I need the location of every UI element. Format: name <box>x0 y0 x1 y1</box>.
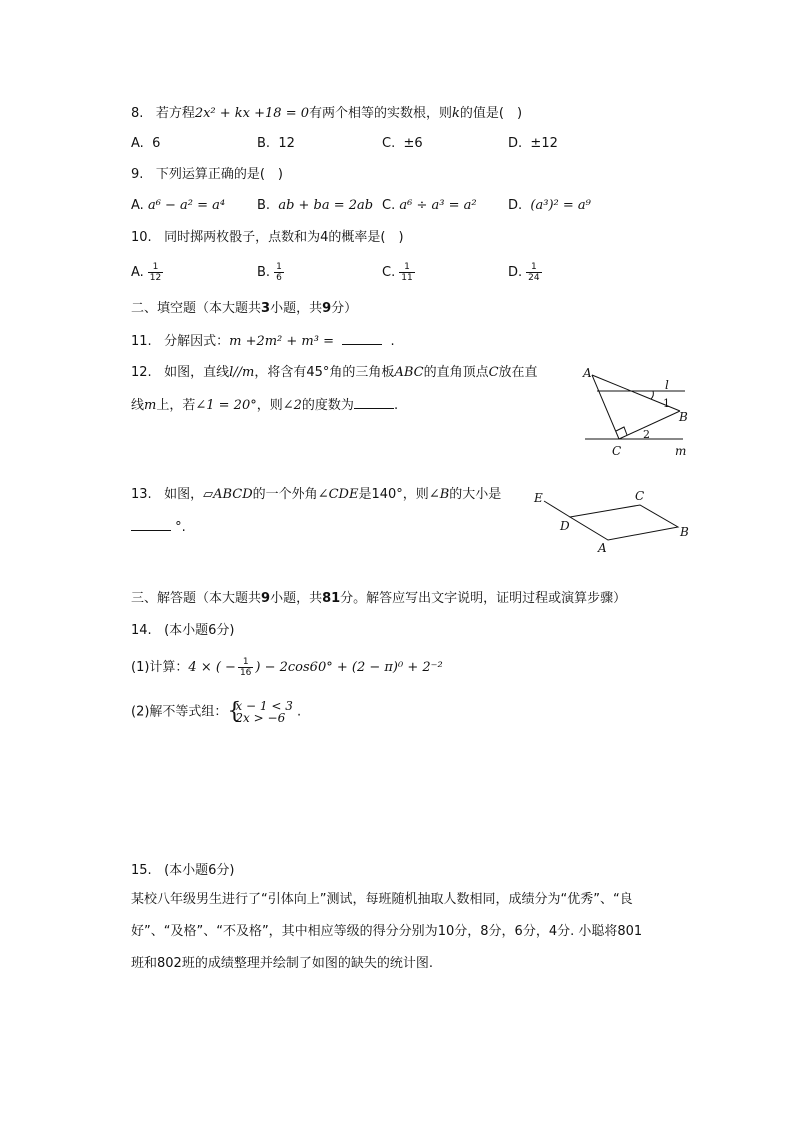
option-b <box>257 135 295 153</box>
heading-number: 3 <box>261 301 271 316</box>
denominator: 6 <box>276 273 282 283</box>
answer-blank <box>342 332 382 345</box>
question-text: 的大小是 <box>449 487 502 502</box>
option-c <box>382 197 477 215</box>
number: 10 <box>437 924 455 939</box>
part-label: (2)解不等式组： <box>131 704 228 720</box>
option-text: a⁶ ÷ a³ = a² <box>399 198 477 213</box>
label-m: m <box>675 444 687 458</box>
option-text: ab + ba = 2ab <box>278 198 374 213</box>
part-label: (1)计算： <box>131 660 189 675</box>
numerator: 1 <box>148 262 163 273</box>
option-text: ±12 <box>530 136 558 151</box>
question-13 <box>131 486 501 504</box>
question-text: 下列运算正确的是( ) <box>155 167 283 182</box>
label-c: C <box>612 444 622 458</box>
denominator: 24 <box>528 273 540 283</box>
option-b <box>257 197 373 215</box>
option-d <box>508 262 542 283</box>
question-text: 上，若 <box>156 398 196 413</box>
extension-de <box>544 501 570 517</box>
question-text: °. <box>175 520 186 535</box>
heading-text: 分） <box>331 301 358 316</box>
question-text: ，则 <box>256 398 283 413</box>
math-text: 140° <box>371 487 403 502</box>
option-a <box>131 135 160 153</box>
denominator: 16 <box>239 668 252 678</box>
figure-13-parallelogram <box>528 484 698 554</box>
fraction <box>274 262 284 283</box>
question-text: 是 <box>358 487 372 502</box>
math-text: 4 × ( − <box>188 660 236 675</box>
question-8 <box>131 105 522 123</box>
parallelogram-abcd <box>570 505 678 540</box>
option-label: A. <box>131 198 144 213</box>
question-text: 的直角顶点 <box>423 365 489 380</box>
math-text: ∠2 <box>282 398 302 413</box>
option-a <box>131 197 225 215</box>
question-text: 放在直 <box>498 365 538 380</box>
question-12 <box>131 364 538 382</box>
option-label: D. <box>508 198 523 213</box>
question-number: 14. <box>131 623 152 638</box>
numerator: 1 <box>526 262 541 273</box>
question-number: 15. <box>131 863 152 878</box>
question-9 <box>131 166 283 184</box>
heading-text: 小题，共 <box>270 301 323 316</box>
brace: { <box>227 699 242 724</box>
question-14 <box>131 622 235 640</box>
answer-blank <box>131 518 171 531</box>
label-l: l <box>665 378 669 392</box>
label-angle-1: 1 <box>663 397 670 410</box>
question-number: 8. <box>131 106 144 121</box>
label-b: B <box>679 410 688 424</box>
option-a <box>131 262 163 283</box>
variable: k <box>452 106 460 121</box>
number: 4 <box>320 230 329 245</box>
heading-number: 9 <box>322 301 332 316</box>
number: 6 <box>514 924 523 939</box>
label-a: A <box>598 541 607 554</box>
inequality-1: x − 1 < 3 <box>235 699 293 713</box>
fraction <box>238 657 253 678</box>
question-number: 13. <box>131 487 152 502</box>
label-c: C <box>635 489 645 503</box>
number: 802 <box>157 956 182 971</box>
question-number: 12. <box>131 365 152 380</box>
question-text: 的值是( ) <box>459 106 523 121</box>
angle-1-arc <box>651 391 653 399</box>
option-d <box>508 197 591 215</box>
question-13-line-2 <box>131 518 186 537</box>
option-label: C. <box>382 265 396 280</box>
section-heading-fill-blank <box>131 300 357 318</box>
option-label: B. <box>257 136 271 151</box>
math-text: m <box>144 398 157 413</box>
option-c <box>382 135 423 153</box>
question-text: 的度数为 <box>301 398 354 413</box>
label-e: E <box>534 491 543 505</box>
option-c <box>382 262 415 283</box>
math-text: ∠CDE <box>317 487 359 502</box>
question-text: 若方程 <box>155 106 195 121</box>
option-label: C. <box>382 198 396 213</box>
question-text: 的一个外角 <box>252 487 318 502</box>
fraction <box>526 262 541 283</box>
question-text: 同时掷两枚骰子，点数和为 <box>164 230 321 245</box>
denominator: 11 <box>401 273 413 283</box>
math-text: ∠B <box>428 487 450 502</box>
question-14-part-1 <box>131 657 443 678</box>
question-text: 某校八年级男生进行了“引体向上”测试，每班随机抽取人数相同，成绩分为“优秀”、“良 <box>131 892 633 907</box>
fraction <box>148 262 163 283</box>
math-text: ▱ABCD <box>203 487 253 502</box>
question-number: 9. <box>131 167 144 182</box>
question-text: 分解因式： <box>164 334 230 349</box>
math-text: ABC <box>394 365 424 380</box>
question-text: 好”、“及格”、“不及格”，其中相应等级的得分分别为 <box>131 924 438 939</box>
question-text: 班的成绩整理并绘制了如图的缺失的统计图. <box>181 956 433 971</box>
question-title: (本小题6分) <box>164 623 235 638</box>
question-text: 如图，直线 <box>164 365 230 380</box>
numerator: 1 <box>276 262 282 272</box>
denominator: 12 <box>149 273 162 283</box>
math-text: 45° <box>306 365 330 380</box>
math-text: l//m <box>229 365 255 380</box>
right-angle-mark <box>616 427 627 435</box>
heading-text: 三、解答题（本大题共 <box>131 591 262 606</box>
math-text: ) − 2cos60° + (2 − π)⁰ + 2⁻² <box>255 660 443 675</box>
answer-blank <box>354 396 394 409</box>
option-text: 12 <box>278 136 295 151</box>
fraction <box>399 262 414 283</box>
numerator: 1 <box>399 262 414 273</box>
question-15-line-1 <box>131 891 633 909</box>
math-text: ∠1 = 20° <box>195 398 257 413</box>
option-text: ±6 <box>403 136 423 151</box>
option-label: D. <box>508 136 523 151</box>
number: 8 <box>480 924 489 939</box>
option-text: a⁶ − a² = a⁴ <box>147 198 226 213</box>
equation: 2x² + kx +18 = 0 <box>194 106 310 121</box>
inequality-2: 2x > −6 <box>235 711 286 725</box>
punctuation: . <box>390 334 395 349</box>
numerator: 1 <box>238 657 253 668</box>
heading-number: 81 <box>322 591 341 606</box>
inequality-system <box>227 700 292 724</box>
option-text: (a³)² = a⁹ <box>530 198 591 213</box>
math-text: C <box>488 365 499 380</box>
option-d <box>508 135 558 153</box>
option-text: 6 <box>152 136 161 151</box>
punctuation: . <box>296 704 302 720</box>
heading-number: 9 <box>261 591 271 606</box>
option-label: A. <box>131 265 144 280</box>
number: 4 <box>548 924 558 939</box>
section-heading-solve <box>131 590 626 608</box>
option-b <box>257 262 284 283</box>
heading-text: 分。解答应写出文字说明，证明过程或演算步骤） <box>340 591 627 606</box>
question-15-line-2 <box>131 923 642 941</box>
label-a: A <box>583 366 592 380</box>
label-angle-2: 2 <box>643 428 650 441</box>
number: 801 <box>617 924 643 939</box>
question-10 <box>131 229 404 247</box>
label-d: D <box>560 519 570 533</box>
option-label: D. <box>508 265 523 280</box>
question-14-part-2 <box>131 700 301 724</box>
heading-text: 小题，共 <box>270 591 323 606</box>
question-text: ，则 <box>402 487 429 502</box>
label-b: B <box>680 525 689 539</box>
question-text: 分. 小聪将 <box>557 924 618 939</box>
heading-text: 二、填空题（本大题共 <box>131 301 262 316</box>
question-text: ，将含有 <box>254 365 307 380</box>
question-title: (本小题6分) <box>164 863 235 878</box>
question-text: 分， <box>488 924 515 939</box>
option-label: B. <box>257 198 271 213</box>
expression: m +2m² + m³ = <box>229 334 334 349</box>
question-number: 10. <box>131 230 152 245</box>
question-text: 分， <box>454 924 481 939</box>
question-15 <box>131 862 235 880</box>
question-12-line-2 <box>131 396 398 415</box>
question-text: 角的三角板 <box>329 365 395 380</box>
option-label: B. <box>257 265 271 280</box>
question-text: 如图， <box>164 487 204 502</box>
question-11 <box>131 332 395 351</box>
question-text: 线 <box>131 398 145 413</box>
question-number: 11. <box>131 334 152 349</box>
option-label: C. <box>382 136 396 151</box>
question-text: 分， <box>522 924 549 939</box>
question-text: 班和 <box>131 956 158 971</box>
question-text: 有两个相等的实数根，则 <box>309 106 453 121</box>
question-text: 的概率是( ) <box>328 230 404 245</box>
punctuation: . <box>393 398 399 413</box>
question-15-line-3 <box>131 955 433 973</box>
figure-12-triangle <box>575 365 695 460</box>
option-label: A. <box>131 136 144 151</box>
